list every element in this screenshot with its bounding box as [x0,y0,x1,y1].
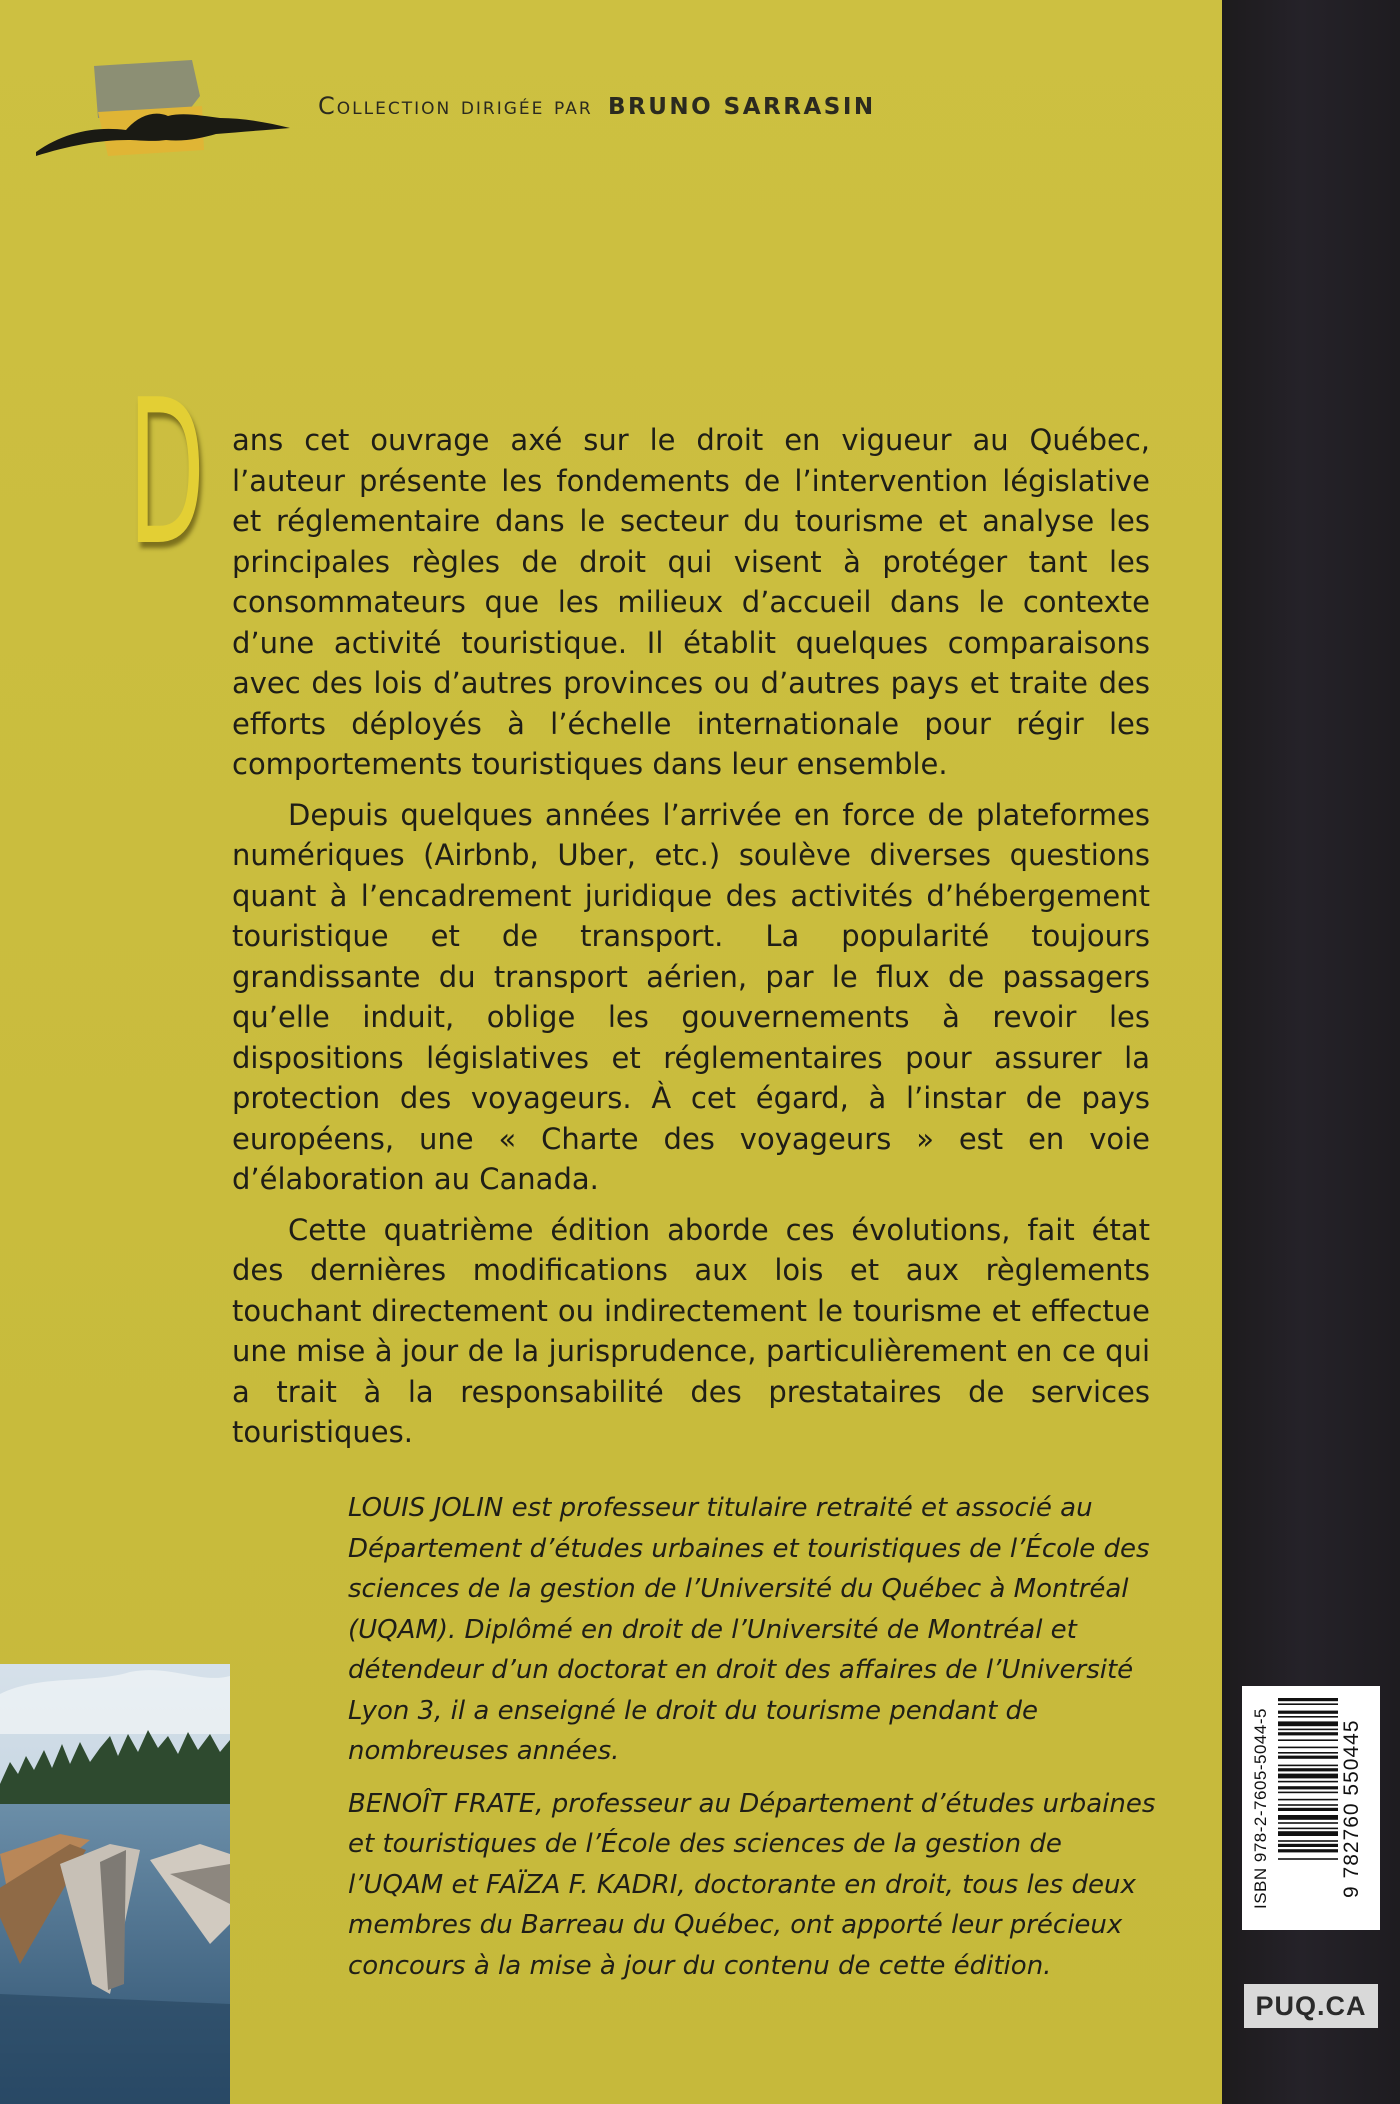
blurb-text [232,420,1150,1463]
collection-line [318,92,876,120]
blurb-paragraph-1: ans cet ouvrage axé sur le droit en vigueur au Québec, l’auteur présente les fondements de l’intervention législative et réglementaire dans le secteur du tourisme et analyse les principales règles de droit qui visent à protéger tant les consommateurs que les milieux d’accueil dans le contexte d’une activité touristique. Il établit quelques comparaisons avec des lois d’autres provinces ou d’autres pays et traite des efforts déployés à l’échelle internationale pour régir les comportements touristiques dans leur ensemble. [232,423,1150,781]
isbn-number: ISBN 978-2-7605-5044-5 [1251,1708,1270,1910]
bio-louis-jolin: LOUIS JOLIN est professeur titulaire retraité et associé au Département d’études urbaines et touristiques de l’École des sciences de la gestion de l’Université du Québec à Montréal (UQAM). Diplômé en droit de l’Université de Montréal et détendeur d’un doctorat en droit des affaires de l’Université Lyon 3, il a enseigné le droit du tourisme pendant de nombreuses années. [348,1493,1150,1766]
author-bios [348,1488,1156,1998]
blurb-paragraph-2: Depuis quelques années l’arrivée en force de plateformes numériques (Airbnb, Uber, etc.) soulève diverses questions quant à l’encadrement juridique des activités d’hébergement touristique et de transport. La popularité toujours grandissante du transport aérien, par le flux de passagers qu’elle induit, oblige les gouvernements à revoir les dispositions législatives et réglementaires pour assurer la protection des voyageurs. À cet égard, à l’instar de pays européens, une « Charte des voyageurs » est en voie d’élaboration au Canada. [232,797,1150,1196]
publisher-url[interactable]: PUQ.CA [1244,1984,1378,2028]
bio-contributors: BENOÎT FRATE, professeur au Département d’études urbaines et touristiques de l’École des sciences de la gestion de l’UQAM et FAÏZA F. KADRI, doctorante en droit, tous les deux membres du Barreau du Québec, ont apporté leur précieux concours à la mise à jour du contenu de cette édition. [348,1788,1156,1981]
blurb-paragraph-3: Cette quatrième édition aborde ces évolutions, fait état des dernières modifications aux lois et aux règlements touchant directement ou indirectement le tourisme et effectue une mise à jour de la jurisprudence, particulièrement en ce qui a trait à la responsabilité des prestataires de services touristiques. [232,1212,1150,1449]
collection-prefix: Collection dirigée par [318,92,593,120]
collection-director: BRUNO SARRASIN [607,94,876,120]
canoes-on-lake-photo [0,1664,230,2104]
barcode-digits: 9 782760 550445 [1340,1719,1363,1899]
barcode-bars-icon [1278,1696,1338,1922]
drop-cap-letter: D [128,357,206,590]
bird-logo-icon [34,56,290,164]
